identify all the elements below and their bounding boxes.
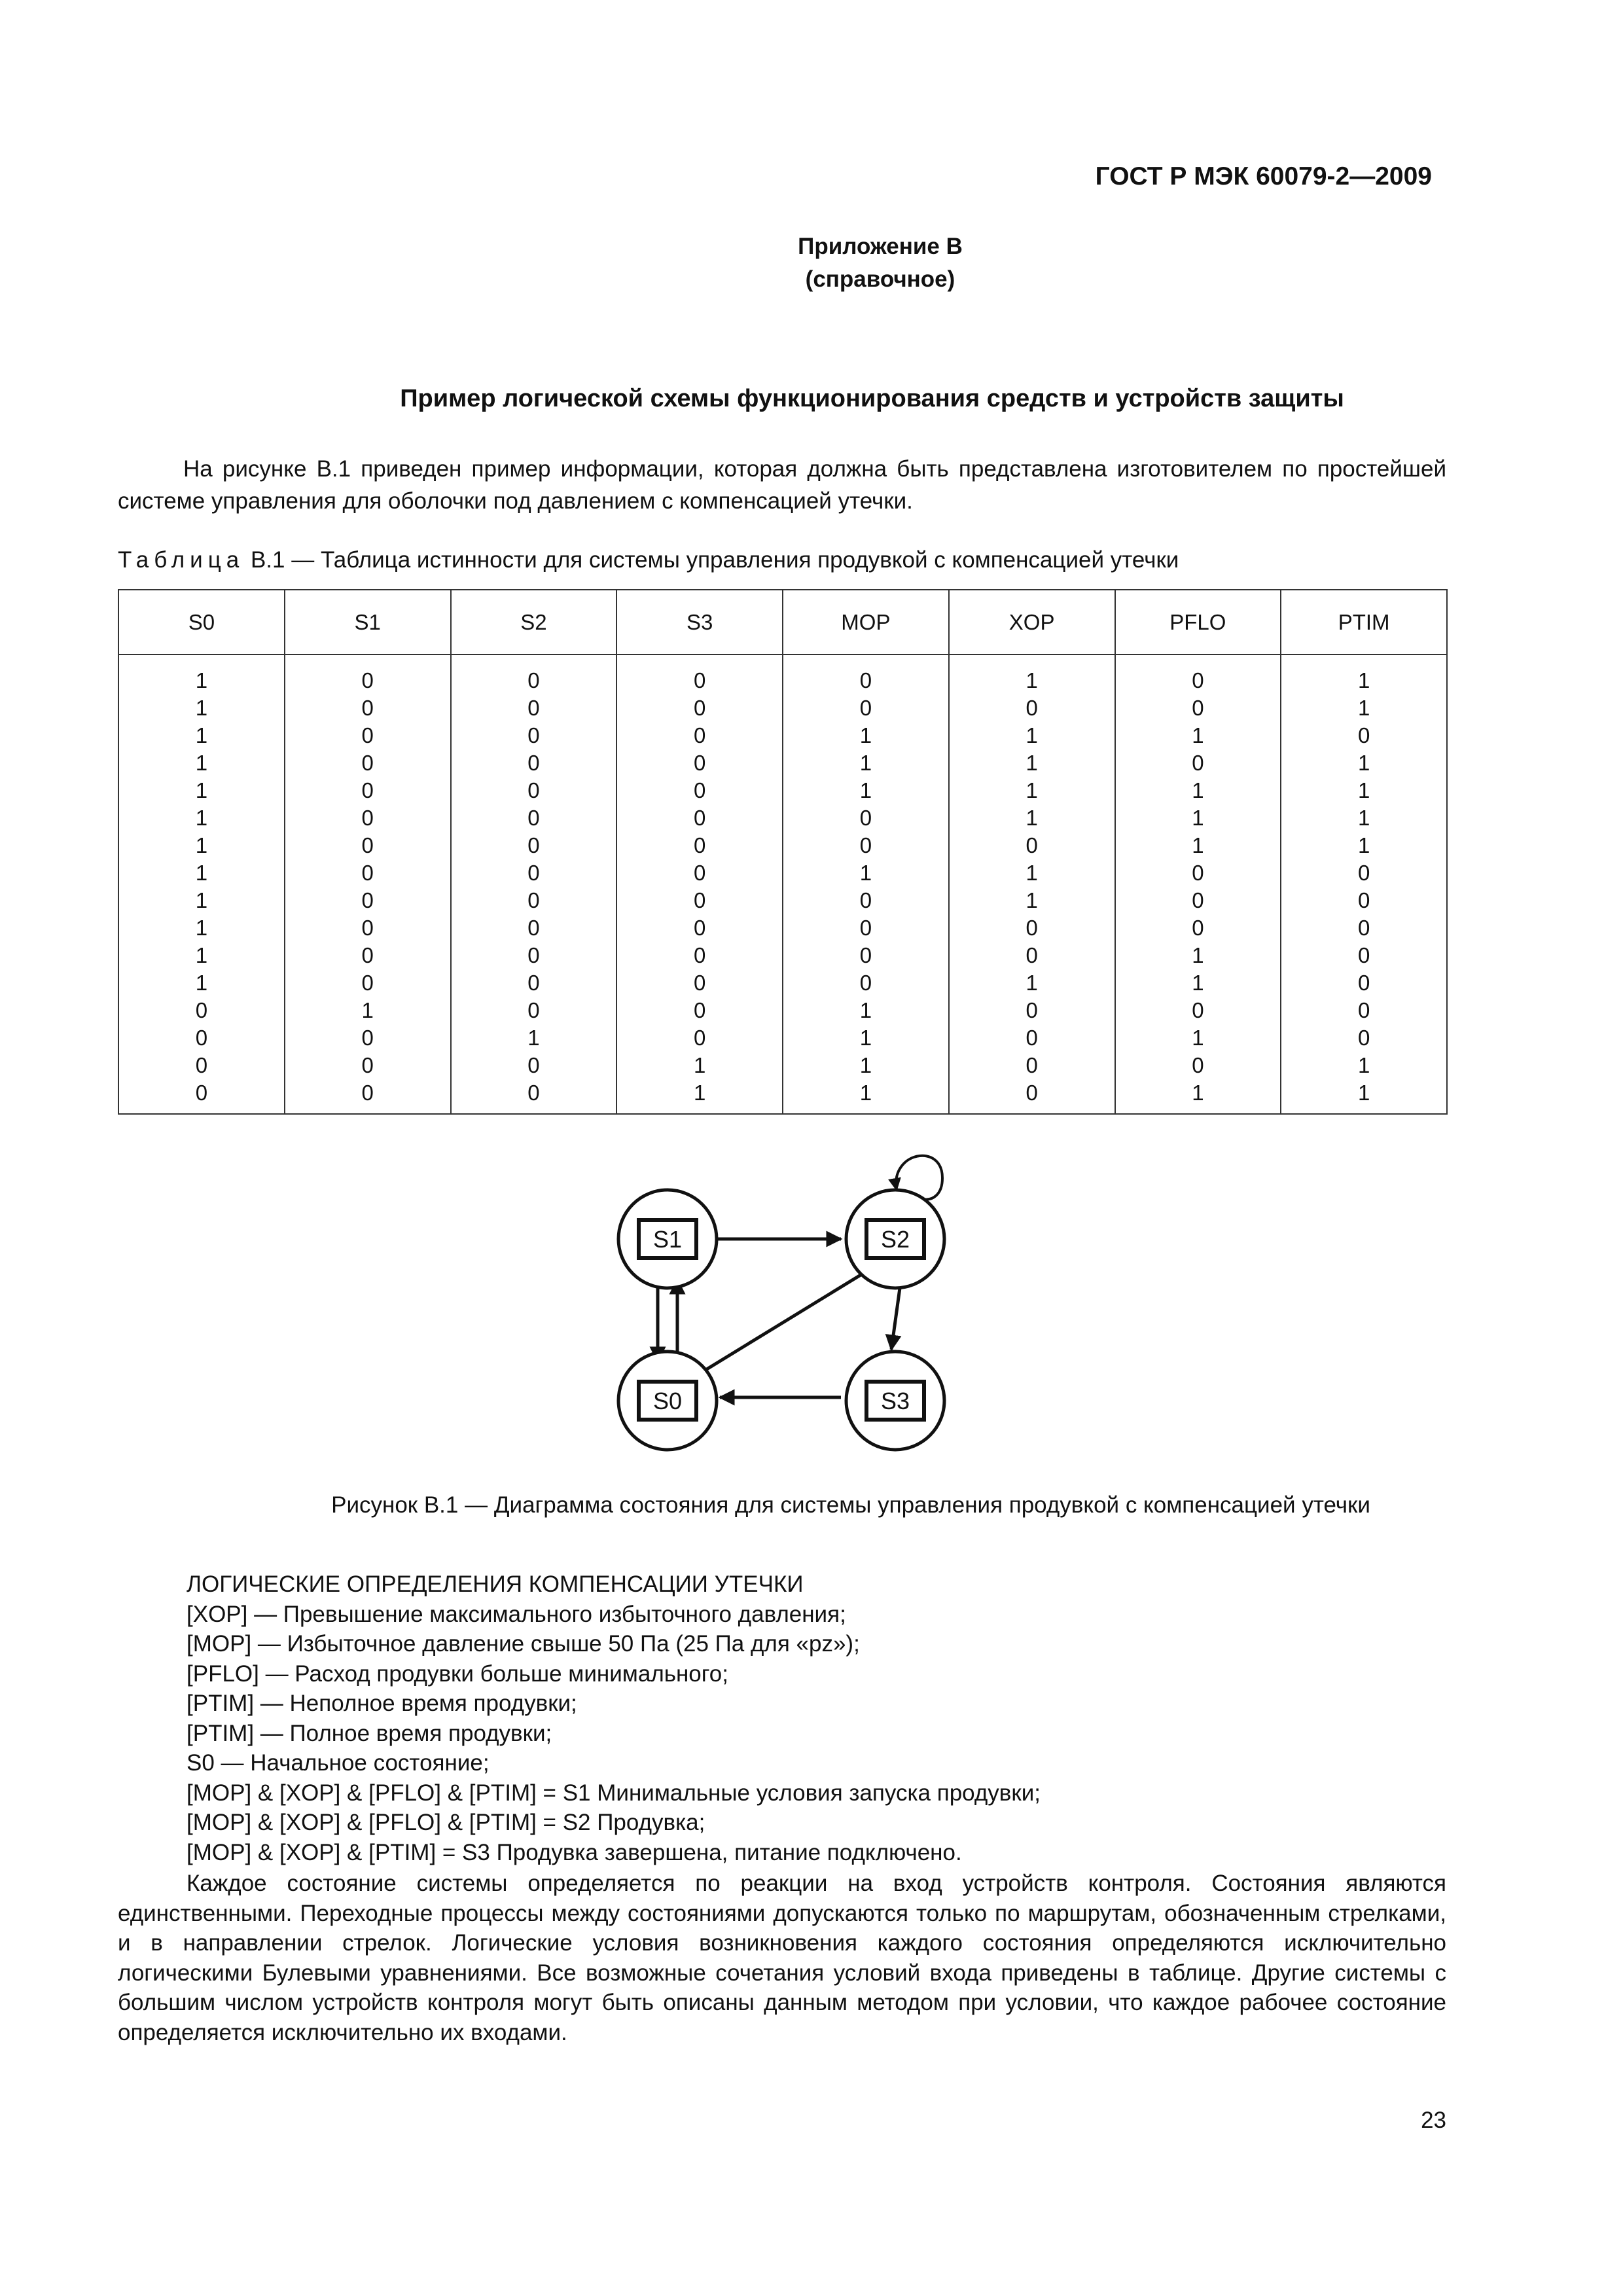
table-cell: 1 bbox=[949, 722, 1115, 749]
truth-table bbox=[118, 589, 1448, 1115]
table-cell: 1 bbox=[1281, 749, 1447, 777]
document-id: ГОСТ Р МЭК 60079-2—2009 bbox=[1095, 162, 1432, 190]
table-cell: 0 bbox=[616, 1024, 783, 1052]
table-cell: 1 bbox=[783, 1052, 949, 1079]
table-cell: 0 bbox=[616, 655, 783, 694]
table-cell: 0 bbox=[285, 887, 451, 914]
table-cell: 1 bbox=[118, 749, 285, 777]
table-cell: 0 bbox=[451, 1079, 617, 1114]
body-paragraph: Каждое состояние системы определяется по реакции на вход устройств контроля. Состояния являются единственными. Переходные процессы между состояниями допускаются только по маршрутам, обозначенным стрелками, и в направлении стрелок. Логические условия возникновения каждого состояния определяются исключительно логическими Булевыми уравнениями. Все возможные сочетания условий входа приведены в таблице. Другие системы с большим числом устройств контроля могут быть описаны данным методом при условии, что каждое рабочее состояние определяется исключительно их входами. bbox=[118, 1871, 1446, 2045]
table-cell: 0 bbox=[285, 969, 451, 997]
table-cell: 0 bbox=[285, 914, 451, 942]
definition-line: [MOP] & [XOP] & [PTIM] = S3 Продувка завершена, питание подключено. bbox=[187, 1839, 962, 1865]
table-cell: 0 bbox=[783, 804, 949, 832]
state-node-s0 bbox=[618, 1352, 717, 1450]
table-cell: 1 bbox=[118, 887, 285, 914]
table-row bbox=[118, 859, 1447, 887]
table-header-row bbox=[118, 590, 1447, 655]
table-cell: 0 bbox=[616, 942, 783, 969]
table-cell: 1 bbox=[118, 859, 285, 887]
table-cell: 0 bbox=[1115, 859, 1281, 887]
table-cell: 0 bbox=[451, 804, 617, 832]
table-cell: 1 bbox=[1281, 1052, 1447, 1079]
table-cell: 0 bbox=[949, 914, 1115, 942]
table-cell: 1 bbox=[118, 722, 285, 749]
table-cell: 0 bbox=[118, 1079, 285, 1114]
state-node-s3 bbox=[846, 1352, 944, 1450]
table-cell: 1 bbox=[1115, 1024, 1281, 1052]
table-cell: 1 bbox=[451, 1024, 617, 1052]
column-header: S1 bbox=[285, 590, 451, 655]
table-cell: 0 bbox=[1115, 655, 1281, 694]
table-cell: 1 bbox=[1115, 777, 1281, 804]
state-label-s1: S1 bbox=[652, 1226, 683, 1253]
table-cell: 1 bbox=[1281, 1079, 1447, 1114]
table-cell: 0 bbox=[451, 1052, 617, 1079]
table-cell: 0 bbox=[949, 1052, 1115, 1079]
table-row bbox=[118, 942, 1447, 969]
table-cell: 0 bbox=[118, 1024, 285, 1052]
table-cell: 0 bbox=[616, 777, 783, 804]
table-cell: 0 bbox=[285, 1079, 451, 1114]
table-cell: 0 bbox=[1115, 1052, 1281, 1079]
state-node-s1 bbox=[618, 1190, 717, 1288]
table-cell: 0 bbox=[1281, 722, 1447, 749]
table-cell: 0 bbox=[949, 1024, 1115, 1052]
table-cell: 1 bbox=[949, 859, 1115, 887]
table-cell: 0 bbox=[1281, 997, 1447, 1024]
column-header: S2 bbox=[451, 590, 617, 655]
table-cell: 0 bbox=[783, 832, 949, 859]
table-cell: 0 bbox=[1281, 969, 1447, 997]
table-cell: 0 bbox=[616, 997, 783, 1024]
table-cell: 1 bbox=[118, 655, 285, 694]
table-row bbox=[118, 1052, 1447, 1079]
table-cell: 0 bbox=[285, 694, 451, 722]
table-cell: 1 bbox=[949, 804, 1115, 832]
table-cell: 1 bbox=[783, 859, 949, 887]
table-cell: 0 bbox=[783, 694, 949, 722]
edge-s2-s3 bbox=[891, 1288, 900, 1350]
table-cell: 1 bbox=[118, 969, 285, 997]
column-header: XOP bbox=[949, 590, 1115, 655]
table-cell: 0 bbox=[949, 694, 1115, 722]
table-cell: 1 bbox=[616, 1079, 783, 1114]
table-cell: 0 bbox=[285, 749, 451, 777]
table-cell: 0 bbox=[451, 914, 617, 942]
table-row bbox=[118, 655, 1447, 694]
state-label-s2: S2 bbox=[880, 1226, 910, 1253]
table-row bbox=[118, 749, 1447, 777]
table-cell: 0 bbox=[1281, 887, 1447, 914]
state-diagram bbox=[589, 1139, 1034, 1466]
table-cell: 0 bbox=[783, 969, 949, 997]
table-cell: 1 bbox=[118, 804, 285, 832]
table-cell: 1 bbox=[118, 694, 285, 722]
definition-line: [PTIM] — Полное время продувки; bbox=[187, 1720, 552, 1746]
table-cell: 0 bbox=[285, 655, 451, 694]
table-body bbox=[118, 655, 1447, 1114]
table-cell: 1 bbox=[783, 1024, 949, 1052]
table-cell: 1 bbox=[783, 722, 949, 749]
table-caption-text: В.1 — Таблица истинности для системы управления продувкой с компенсацией утечки bbox=[244, 547, 1179, 573]
table-row bbox=[118, 969, 1447, 997]
table-row bbox=[118, 832, 1447, 859]
table-cell: 1 bbox=[1281, 655, 1447, 694]
table-cell: 1 bbox=[118, 777, 285, 804]
table-cell: 0 bbox=[451, 777, 617, 804]
table-row bbox=[118, 914, 1447, 942]
page-title: Пример логической схемы функционирования средств и устройств защиты bbox=[400, 385, 1344, 412]
table-cell: 0 bbox=[1115, 914, 1281, 942]
table-cell: 0 bbox=[451, 859, 617, 887]
table-cell: 1 bbox=[1115, 1079, 1281, 1114]
table-cell: 0 bbox=[451, 655, 617, 694]
intro-paragraph: На рисунке В.1 приведен пример информации, которая должна быть представлена изготовителем по простейшей системе управления для оболочки под давлением с компенсацией утечки. bbox=[118, 456, 1446, 514]
table-cell: 1 bbox=[949, 969, 1115, 997]
table-row bbox=[118, 777, 1447, 804]
appendix-label: Приложение В bbox=[798, 234, 963, 259]
table-cell: 0 bbox=[1281, 942, 1447, 969]
table-cell: 0 bbox=[1115, 694, 1281, 722]
table-row bbox=[118, 694, 1447, 722]
table-cell: 1 bbox=[783, 777, 949, 804]
table-cell: 1 bbox=[1115, 969, 1281, 997]
table-cell: 1 bbox=[118, 832, 285, 859]
table-cell: 1 bbox=[949, 777, 1115, 804]
table-row bbox=[118, 722, 1447, 749]
table-cell: 1 bbox=[1281, 694, 1447, 722]
column-header: PTIM bbox=[1281, 590, 1447, 655]
definition-line: [MOP] — Избыточное давление свыше 50 Па (25 Па для «pz»); bbox=[187, 1631, 860, 1657]
table-cell: 0 bbox=[285, 832, 451, 859]
table-caption bbox=[118, 547, 1179, 573]
table-cell: 1 bbox=[285, 997, 451, 1024]
table-cell: 0 bbox=[949, 1079, 1115, 1114]
table-cell: 1 bbox=[1281, 832, 1447, 859]
table-row bbox=[118, 997, 1447, 1024]
figure-caption: Рисунок В.1 — Диаграмма состояния для системы управления продувкой с компенсацией утечки bbox=[331, 1492, 1370, 1518]
table-cell: 1 bbox=[949, 749, 1115, 777]
table-cell: 0 bbox=[285, 804, 451, 832]
definition-line: [MOP] & [XOP] & [PFLO] & [PTIM] = S1 Минимальные условия запуска продувки; bbox=[187, 1780, 1041, 1806]
table-cell: 0 bbox=[949, 997, 1115, 1024]
edge-s2-s0 bbox=[704, 1273, 864, 1371]
table-cell: 0 bbox=[616, 694, 783, 722]
table-cell: 0 bbox=[285, 722, 451, 749]
definition-line: [PFLO] — Расход продувки больше минимального; bbox=[187, 1660, 728, 1687]
table-row bbox=[118, 1024, 1447, 1052]
page-number: 23 bbox=[1421, 2108, 1446, 2133]
definitions-block bbox=[187, 1570, 1041, 1867]
table-cell: 0 bbox=[783, 942, 949, 969]
table-caption-prefix: Таблица bbox=[118, 547, 245, 573]
table-cell: 0 bbox=[783, 655, 949, 694]
table-cell: 1 bbox=[783, 749, 949, 777]
definition-line: S0 — Начальное состояние; bbox=[187, 1750, 490, 1776]
table-cell: 1 bbox=[949, 887, 1115, 914]
table-row bbox=[118, 887, 1447, 914]
column-header: S0 bbox=[118, 590, 285, 655]
definitions-heading: ЛОГИЧЕСКИЕ ОПРЕДЕЛЕНИЯ КОМПЕНСАЦИИ УТЕЧКИ bbox=[187, 1571, 804, 1597]
table-cell: 0 bbox=[118, 1052, 285, 1079]
table-cell: 0 bbox=[1115, 749, 1281, 777]
table-cell: 1 bbox=[1115, 832, 1281, 859]
table-cell: 0 bbox=[616, 914, 783, 942]
table-cell: 1 bbox=[1115, 804, 1281, 832]
appendix-heading bbox=[0, 230, 1623, 296]
definition-line: [PTIM] — Неполное время продувки; bbox=[187, 1691, 577, 1716]
table-cell: 0 bbox=[285, 859, 451, 887]
table-cell: 0 bbox=[451, 749, 617, 777]
table-cell: 1 bbox=[783, 1079, 949, 1114]
table-cell: 0 bbox=[616, 832, 783, 859]
definition-line: [MOP] & [XOP] & [PFLO] & [PTIM] = S2 Продувка; bbox=[187, 1810, 705, 1835]
table-cell: 0 bbox=[1281, 859, 1447, 887]
table-cell: 1 bbox=[118, 914, 285, 942]
column-header: S3 bbox=[616, 590, 783, 655]
table-cell: 1 bbox=[118, 942, 285, 969]
column-header: PFLO bbox=[1115, 590, 1281, 655]
table-cell: 0 bbox=[616, 749, 783, 777]
table-cell: 0 bbox=[451, 832, 617, 859]
table-cell: 0 bbox=[451, 722, 617, 749]
state-label-s3: S3 bbox=[880, 1388, 910, 1414]
table-cell: 0 bbox=[616, 859, 783, 887]
table-cell: 0 bbox=[616, 969, 783, 997]
table-cell: 0 bbox=[949, 832, 1115, 859]
table-cell: 1 bbox=[1281, 804, 1447, 832]
state-label-s0: S0 bbox=[652, 1388, 683, 1414]
table-cell: 0 bbox=[285, 777, 451, 804]
table-cell: 1 bbox=[1115, 722, 1281, 749]
table-cell: 0 bbox=[118, 997, 285, 1024]
table-cell: 0 bbox=[451, 942, 617, 969]
table-cell: 0 bbox=[1115, 997, 1281, 1024]
table-cell: 0 bbox=[285, 1052, 451, 1079]
table-row bbox=[118, 1079, 1447, 1114]
appendix-type: (справочное) bbox=[805, 266, 955, 292]
table-cell: 1 bbox=[616, 1052, 783, 1079]
table-cell: 0 bbox=[1115, 887, 1281, 914]
table-cell: 0 bbox=[616, 804, 783, 832]
definition-line: [XOP] — Превышение максимального избыточного давления; bbox=[187, 1601, 846, 1627]
table-cell: 0 bbox=[1281, 914, 1447, 942]
table-cell: 0 bbox=[783, 887, 949, 914]
table-cell: 0 bbox=[451, 969, 617, 997]
table-cell: 0 bbox=[451, 887, 617, 914]
table-cell: 0 bbox=[616, 722, 783, 749]
table-cell: 1 bbox=[783, 997, 949, 1024]
table-cell: 0 bbox=[285, 942, 451, 969]
table-cell: 1 bbox=[949, 655, 1115, 694]
column-header: MOP bbox=[783, 590, 949, 655]
state-node-s2 bbox=[846, 1190, 944, 1288]
table-cell: 0 bbox=[616, 887, 783, 914]
table-cell: 0 bbox=[949, 942, 1115, 969]
table-cell: 0 bbox=[451, 997, 617, 1024]
table-row bbox=[118, 804, 1447, 832]
table-cell: 0 bbox=[1281, 1024, 1447, 1052]
table-cell: 0 bbox=[285, 1024, 451, 1052]
table-cell: 0 bbox=[783, 914, 949, 942]
table-cell: 1 bbox=[1281, 777, 1447, 804]
table-cell: 0 bbox=[451, 694, 617, 722]
table-cell: 1 bbox=[1115, 942, 1281, 969]
